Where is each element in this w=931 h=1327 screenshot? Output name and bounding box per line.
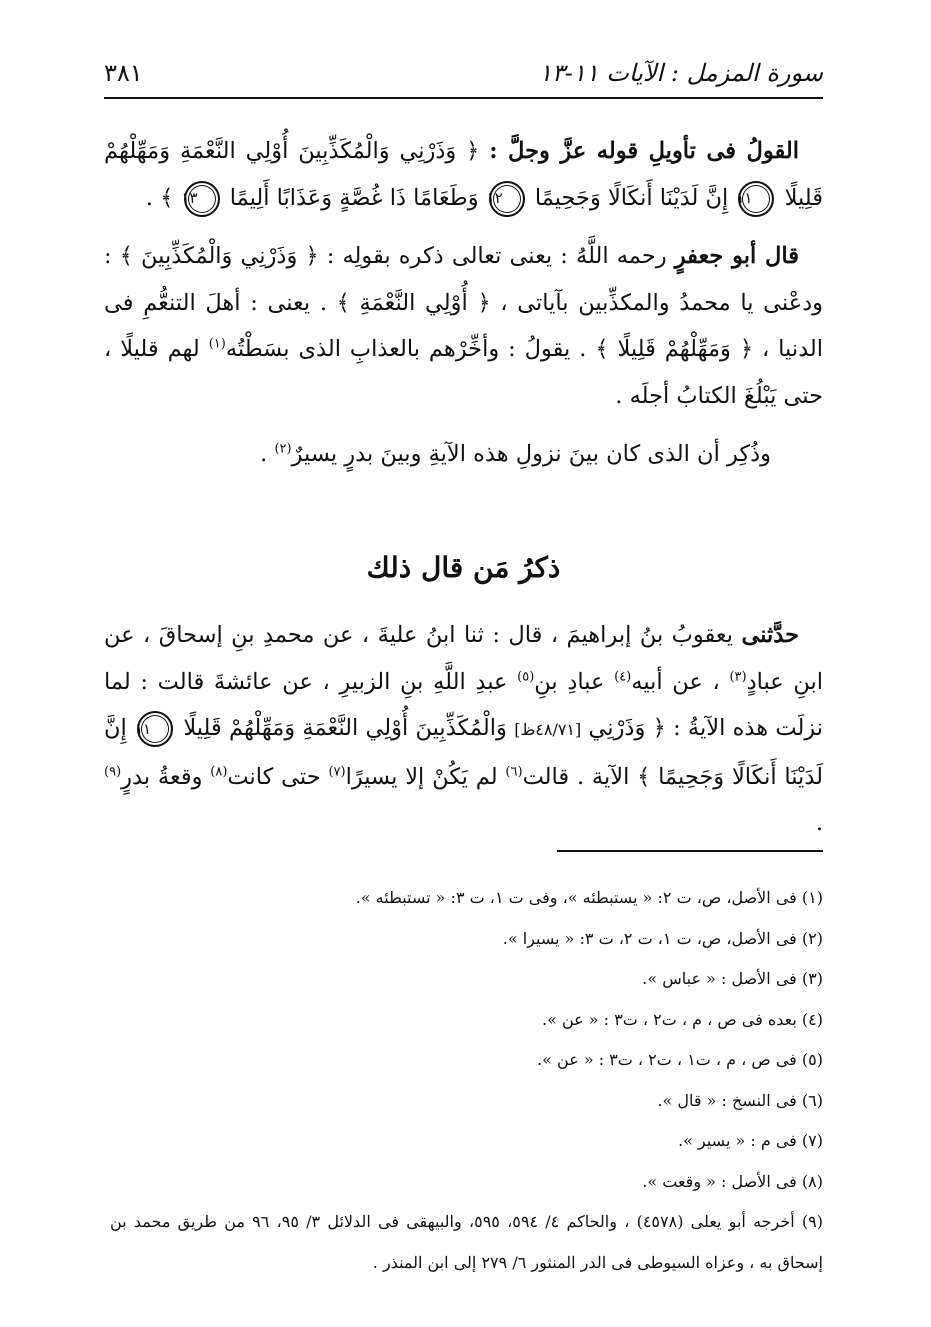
quran-quote: ﴿ وَذَرْنِي وَالْمُكَذِّبِينَ ﴾	[119, 243, 319, 269]
quran-verse: ﴿ وَذَرْنِي وَالْمُكَذِّبِينَ أُوْلِي النَّعْمَةِ وَمَهِّلْهُمْ قَلِيلًا	[104, 138, 823, 211]
text-run: . يقولُ : وأخِّرْهم بالعذابِ الذى بسَطْتُه	[225, 336, 587, 362]
text-run: : ودعْنى يا محمدُ والمكذِّبين بآياتى ،	[104, 243, 824, 316]
running-title: سورة المزمل : الآيات ١١-١٣	[538, 59, 823, 87]
page-header	[104, 50, 823, 96]
footnote-ref: (٨)	[210, 764, 228, 779]
text-run: عبادِ بنِ	[534, 668, 605, 695]
text-run: وذُكِر أن الذى كان بينَ نزولِ هذه الآيةِ وبينَ بدرٍ يسيرٌ	[291, 441, 771, 467]
main-text-continued	[104, 612, 823, 847]
quran-quote: ﴿ وَمَهِّلْهُمْ قَلِيلًا ﴾	[595, 336, 754, 362]
footnote-ref: (٧)	[328, 764, 346, 779]
footnote: (٢) فى الأصل، ص، ت ١، ت ٢، ت ٣: « يسيرا ».	[502, 928, 823, 948]
footnote-ref: (٣)	[729, 669, 747, 684]
footnote-separator	[557, 850, 823, 852]
paragraph-lead: قال أبو جعفرٍ	[674, 243, 799, 269]
footnote: (٧) فى م : « يسير ».	[678, 1131, 823, 1150]
footnote-ref: (٦)	[505, 764, 523, 779]
text-run: .	[260, 441, 268, 467]
main-text	[104, 128, 823, 478]
footnote: (١) فى الأصل، ص، ت ٢: « يستبطئه »، وفى ت ١، ت ٣: « تستبطئه ».	[355, 888, 823, 907]
paragraph-tafsir-heading	[104, 128, 823, 221]
ayah-number-marker: ١١	[738, 181, 774, 217]
text-run: لم يَكُنْ إلا يسيرًا	[345, 763, 498, 790]
manuscript-folio-ref: [٤٨/٧١ظ]	[514, 720, 582, 739]
footnote: (٣) فى الأصل : « عباس ».	[642, 969, 823, 988]
quran-verse: إِنَّ لَدَيْنَا أَنكَالًا وَجَحِيمًا	[534, 184, 729, 211]
quran-quote: إِنَّ لَدَيْنَا أَنكَالًا وَجَحِيمًا ﴾	[104, 715, 823, 790]
footnotes	[110, 878, 823, 1283]
quran-quote: ﴿ أُوْلِي النَّعْمَةِ ﴾	[336, 289, 491, 316]
paragraph-lead: حدَّثنى	[741, 622, 800, 648]
footnote: (٩) أخرجه أبو يعلى (٤٥٧٨) ، والحاكم ٤/ ٥٩٤، ٥٩٥، والبيهقى فى الدلائل ٣/ ٩٥، ٩٦ من طريق محمد بن إسحاق به ، وعزاه السيوطى فى الدر المنثور ٦/ ٢٧٩ إلى ابن المنذر .	[110, 1212, 824, 1272]
paragraph-hadith	[104, 612, 823, 847]
text-run: ، عن أبيه	[631, 668, 720, 695]
paragraph-badr	[104, 431, 823, 478]
text-run: .	[815, 810, 823, 836]
ayah-number-marker: ١٣	[184, 181, 220, 217]
text-run: لهم قليلًا ، حتى يَبْلُغَ الكتابُ أجلَه .	[104, 336, 823, 409]
text-run: حتى كانت	[227, 763, 321, 790]
footnote: (٥) فى ص ، م ، ت١ ، ت٢ ، ت٣ : « عن ».	[537, 1050, 823, 1069]
quran-verse: وَطَعَامًا ذَا غُصَّةٍ وَعَذَابًا أَلِيمًا	[229, 184, 479, 211]
ayah-number-marker: ١٢	[489, 181, 525, 217]
text-run: عبدِ اللَّهِ بنِ الزبيرِ ، عن عائشةَ قالت : لما نزلَت هذه الآيةُ :	[104, 668, 823, 741]
quran-quote: وَالْمُكَذِّبِينَ أُوْلِي النَّعْمَةِ وَمَهِّلْهُمْ قَلِيلًا	[183, 715, 507, 741]
footnote: (٨) فى الأصل : « وقعت ».	[642, 1171, 823, 1191]
quran-close: ﴾ .	[145, 184, 174, 211]
footnote: (٦) فى النسخ : « قال ».	[657, 1090, 823, 1110]
paragraph-abu-jafar	[104, 233, 823, 419]
footnote-ref: (٢)	[274, 441, 292, 457]
text-run: الآية . قالت	[522, 763, 630, 790]
footnote: (٤) بعده فى ص ، م ، ت٢ ، ت٣ : « عن ».	[542, 1009, 823, 1029]
paragraph-lead: القولُ فى تأويلِ قوله عزَّ وجلَّ :	[489, 138, 799, 164]
text-run: رحمه اللَّهُ : يعنى تعالى ذكره بقولِه :	[326, 243, 667, 269]
footnote-ref: (١)	[208, 336, 226, 352]
text-run: . يعنى : أهلَ التنعُّمِ فى الدنيا ،	[104, 289, 824, 362]
text-run: وقعةُ بدرٍ	[121, 763, 203, 790]
footnote-ref: (٤)	[614, 669, 632, 684]
header-rule	[104, 97, 823, 99]
footnote-ref: (٩)	[104, 764, 122, 779]
quran-quote: ﴿ وَذَرْنِي	[588, 715, 666, 741]
text-run: يعقوبُ بنُ إبراهيمَ ، قال : ثنا ابنُ عليةَ ، عن محمدِ بنِ إسحاقَ ، عن ابنِ عبادٍ	[104, 622, 824, 695]
page-number: ٣٨١	[104, 59, 143, 87]
ayah-number-marker: ١١	[137, 711, 173, 747]
section-title: ذكرُ مَن قال ذلك	[366, 551, 561, 584]
footnote-ref: (٥)	[517, 669, 535, 684]
